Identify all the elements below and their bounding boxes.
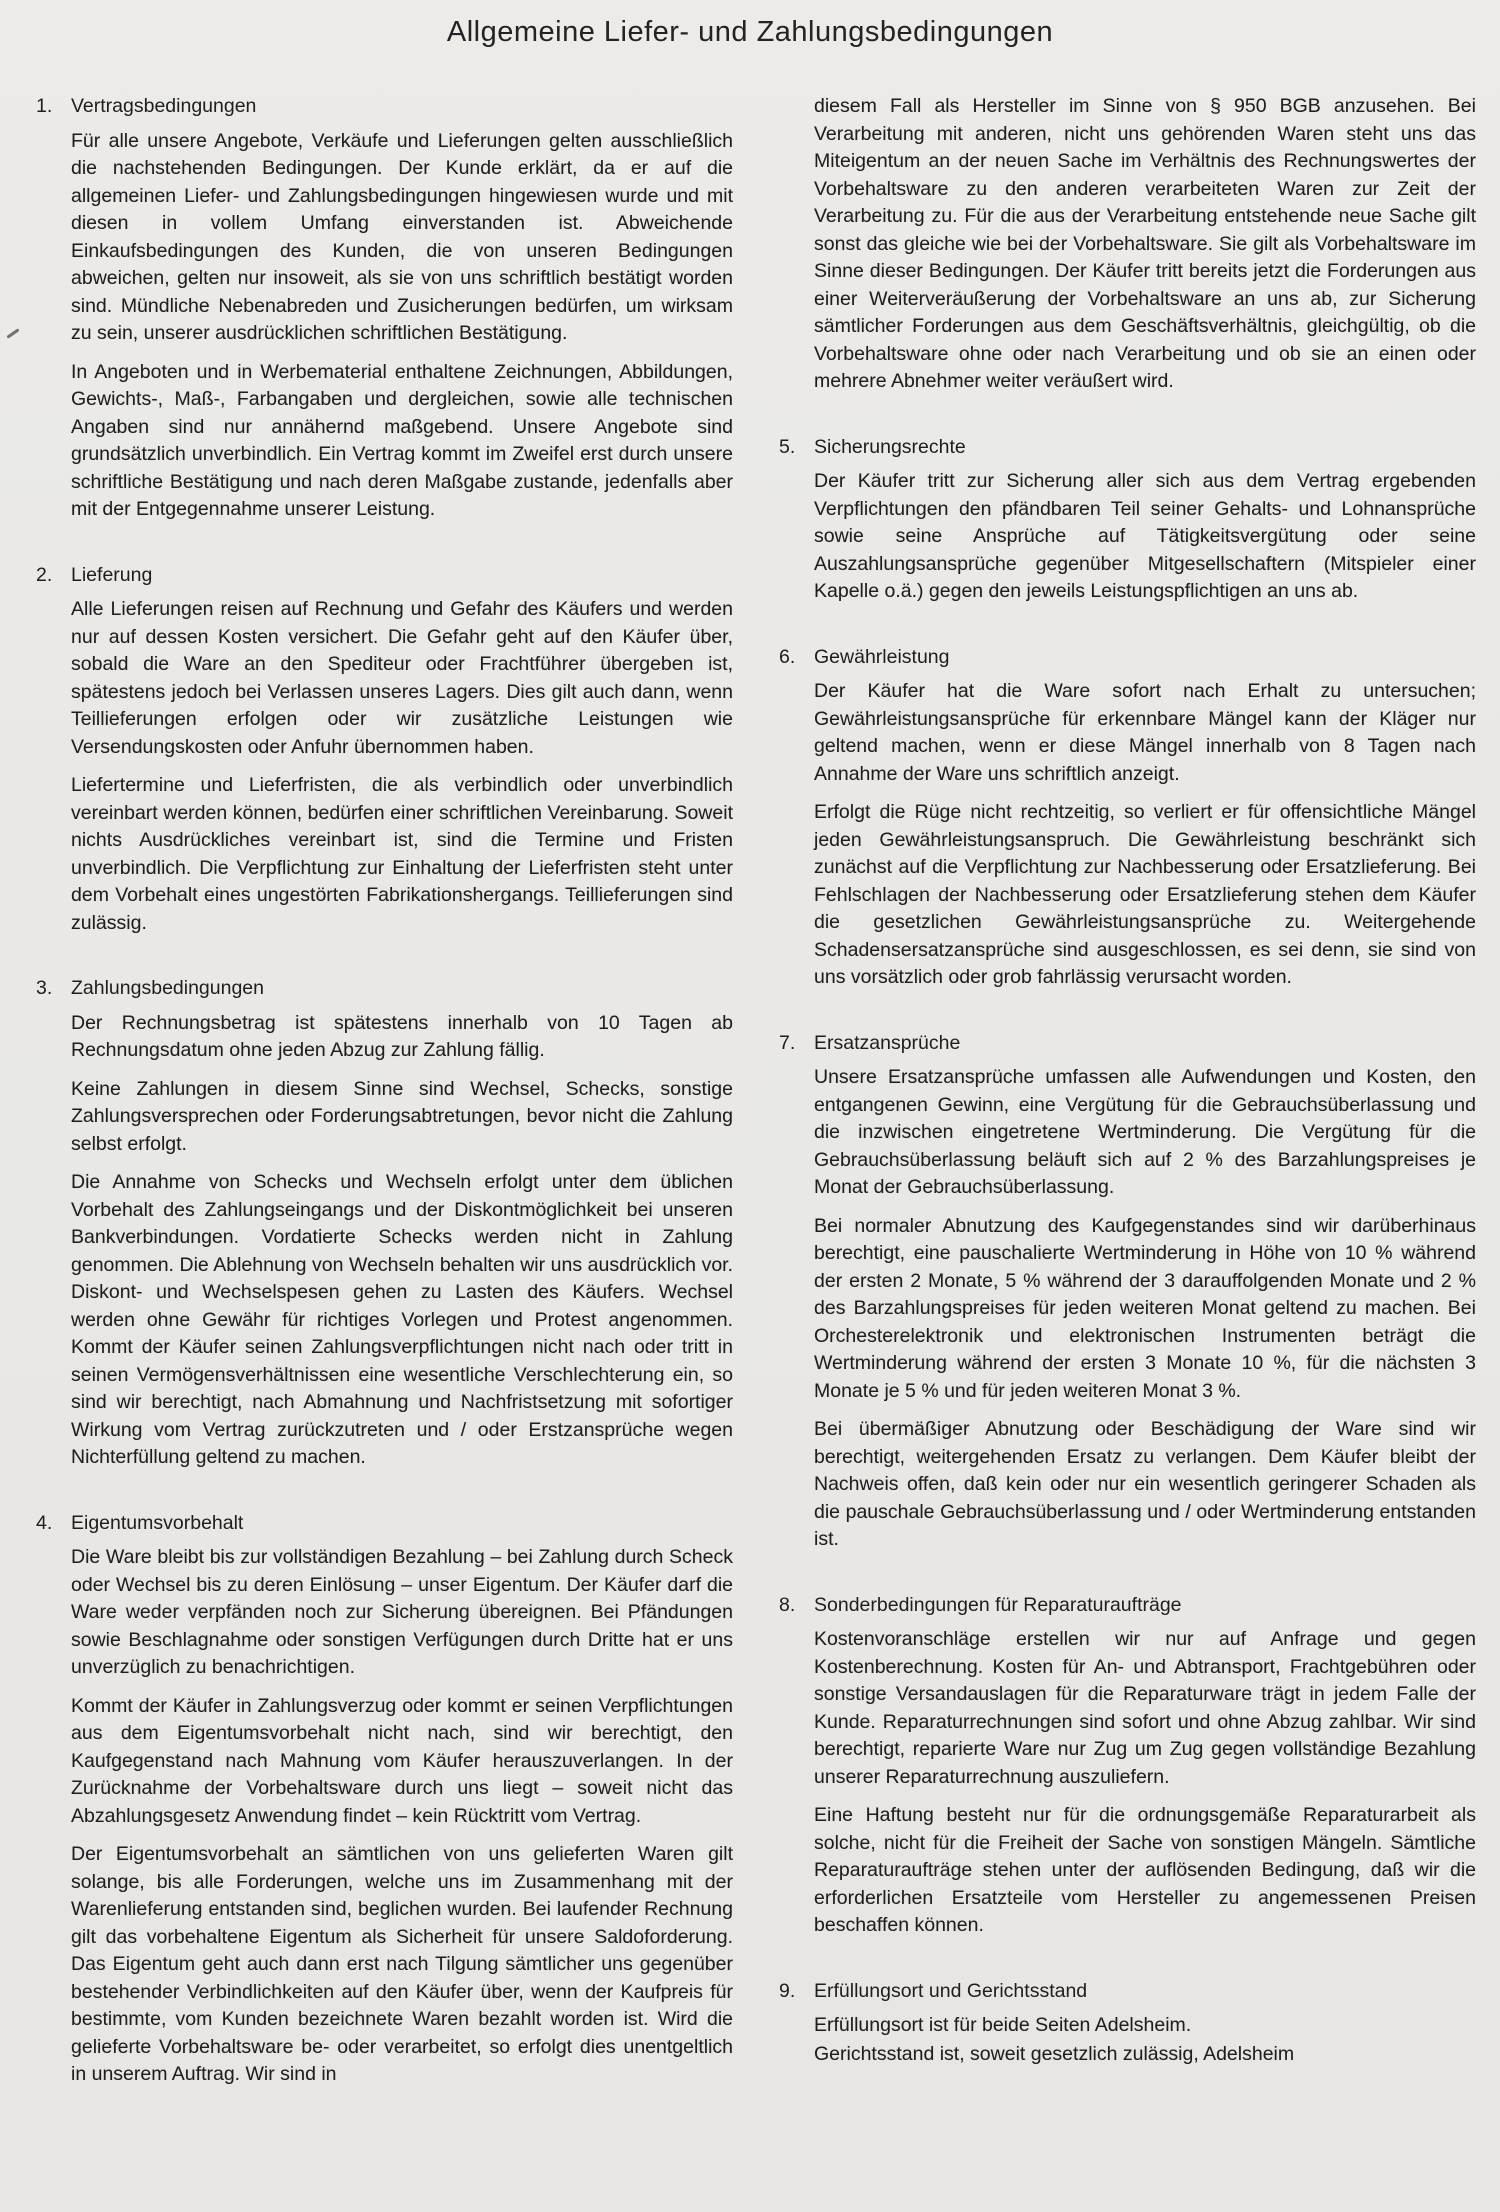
paragraph: Der Käufer hat die Ware sofort nach Erhalt zu untersuchen; Gewährleistungsansprüche für erkennbare Mängel kann der Kläger nur geltend machen, wenn er diese Mängel innerhalb von 8 Tagen nach Annahme der Ware uns schriftlich anzeigt. <box>814 680 1476 785</box>
section-number: 8. <box>779 1593 796 1616</box>
section-heading: Gewährleistung <box>814 645 950 668</box>
paragraph: Kommt der Käufer in Zahlungsverzug oder kommt er seinen Verpflichtungen aus dem Eigentumsvorbehalt nicht nach, sind wir berechtigt, den Kaufgegenstand nach Mahnung vom Käufer herauszuverlangen. In der Zurücknahme der Vorbehaltsware durch uns liegt – soweit nicht das Abzahlungsgesetz Anwendung findet – kein Rücktritt vom Vertrag. <box>71 1694 733 1827</box>
section-sonderbedingungen-reparaturauftraege <box>779 1592 1476 1940</box>
section-heading: Sicherungsrechte <box>814 435 966 458</box>
section-ersatzansprueche <box>779 1030 1476 1554</box>
paragraph: Eine Haftung besteht nur für die ordnungsgemäße Reparaturarbeit als solche, nicht für die Freiheit der Sache von sonstigen Mängeln. Sämtliche Reparaturaufträge stehen unter der auflösenden Bedingung, daß wir die erforderlichen Ersatzteile vom Hersteller zu angemessenen Preisen beschaffen können. <box>814 1804 1476 1936</box>
paragraph: Bei normaler Abnutzung des Kaufgegenstandes sind wir darüberhinaus berechtigt, eine pauschalierte Wertminderung in Höhe von 10 % während der ersten 2 Monate, 5 % während der 3 darauffolgenden Monate und 2 % des Barzahlungspreises für jeden weiteren Monat geltend zu machen. Bei Orchesterelektronik und elektronischen Instrumenten beträgt die Wertminderung während der ersten 3 Monate 10 %, für die nächsten 3 Monate je 5 % und für jeden weiteren Monat 3 %. <box>814 1214 1476 1402</box>
continuation-paragraph: diesem Fall als Hersteller im Sinne von § 950 BGB anzusehen. Bei Verarbeitung mit anderen, nicht uns gehörenden Waren steht uns das Miteigentum an der neuen Sache im Verhältnis des Rechnungswertes der Vorbehaltsware zu den anderen verarbeiteten Waren zur Zeit der Verarbeitung zu. Für die aus der Verarbeitung entstehende neue Sache gilt sonst das gleiche wie bei der Vorbehaltsware. Sie gilt als Vorbehaltsware im Sinne dieser Bedingungen. Der Käufer tritt bereits jetzt die Forderungen aus einer Weiterveräußerung der Vorbehaltsware an uns ab, zur Sicherung sämtlicher Forderungen aus dem Geschäftsverhältnis, gleichgültig, ob die Vorbehaltsware ohne oder nach Verarbeitung und ob sie an einen oder mehrere Abnehmer weiter veräußert wird. <box>814 95 1476 392</box>
section-number: 5. <box>779 435 796 458</box>
section-heading: Erfüllungsort und Gerichtsstand <box>814 1979 1088 2002</box>
section-number: 9. <box>779 1979 796 2002</box>
section-heading: Vertragsbedingungen <box>71 95 257 117</box>
section-number: 2. <box>36 563 53 586</box>
paragraph: Der Eigentumsvorbehalt an sämtlichen von uns gelieferten Waren gilt solange, bis alle Forderungen, welche uns im Zusammenhang mit der Warenlieferung entstanden sind, beglichen wurden. Bei laufender Rechnung gilt das vorbehaltene Eigentum als Sicherheit für unsere Saldoforderung. Das Eigentum geht auch dann erst nach Tilgung sämtlicher uns gegenüber bestehender Verbindlichkeiten auf den Käufer über, wenn der Kaufpreis für bestimmte, vom Kunden bezeichnete Waren bezahlt worden ist. Wird die gelieferte Vorbehaltsware be- oder verarbeitet, so erfolgt dies unentgeltlich in unserem Auftrag. Wir sind in <box>71 1843 733 2085</box>
section-vertragsbedingungen <box>36 93 733 524</box>
paragraph: Die Annahme von Schecks und Wechseln erfolgt unter dem üblichen Vorbehalt des Zahlungseingangs und der Diskontmöglichkeit bei unseren Bankverbindungen. Vordatierte Schecks werden nicht in Zahlung genommen. Die Ablehnung von Wechseln behalten wir uns ausdrücklich vor. Diskont- und Wechselspesen gehen zu Lasten des Käufers. Wechsel werden ohne Gewähr für richtiges Vorlegen und Protest angenommen. Kommt der Käufer seinen Zahlungsverpflichtungen nicht nach oder tritt in seinen Vermögensverhältnissen eine wesentliche Verschlechterung ein, so sind wir berechtigt, nach Abmahnung und Nachfristsetzung mit sofortiger Wirkung vom Vertrag zurückzutreten und / oder Erstzansprüche wegen Nichterfüllung geltend zu machen. <box>71 1171 733 1468</box>
paragraph: Erfolgt die Rüge nicht rechtzeitig, so verliert er für offensichtliche Mängel jeden Gewährleistungsanspruch. Die Gewährleistung beschränkt sich zunächst auf die Verpflichtung zur Nachbesserung oder Ersatzlieferung. Bei Fehlschlagen der Nachbesserung oder Ersatzlieferung stehen dem Käufer die gesetzlichen Gewährleistungsansprüche zu. Weitergehende Schadensersatzansprüche sind ausgeschlossen, es sei denn, sie sind von uns vorsätzlich oder grob fahrlässig verursacht worden. <box>814 801 1476 988</box>
section-number: 1. <box>36 95 53 117</box>
right-column <box>779 93 1476 2089</box>
paragraph: Der Rechnungsbetrag ist spätestens innerhalb von 10 Tagen ab Rechnungsdatum ohne jeden Abzug zur Zahlung fällig. <box>71 1011 733 1061</box>
section-sicherungsrechte <box>779 434 1476 606</box>
paragraph: Der Käufer tritt zur Sicherung aller sich aus dem Vertrag ergebenden Verpflichtungen den pfändbaren Teil seiner Gehalts- und Lohnansprüche sowie seine Ansprüche auf Tätigkeitsvergütung oder seine Auszahlungsansprüche gegenüber Mitgesellschaftern (Mitspieler einer Kapelle o.ä.) gegen den jeweils Leistungspflichtigen an uns ab. <box>814 470 1476 602</box>
section-heading: Ersatzansprüche <box>814 1031 961 1054</box>
document-title: Allgemeine Liefer- und Zahlungsbedingungen <box>446 16 1054 48</box>
paragraph: Für alle unsere Angebote, Verkäufe und Lieferungen gelten ausschließlich die nachstehenden Bedingungen. Der Kunde erklärt, da er auf die allgemeinen Liefer- und Zahlungsbedingungen hingewiesen wurde und mit diesen in vollem Umfang einverstanden ist. Abweichende Einkaufsbedingungen des Kunden, die von unseren Bedingungen abweichen, gelten nur insoweit, als sie von uns schriftlich bestätigt worden sind. Mündliche Nebenabreden und Zusicherungen bedürfen, um wirksam zu sein, unserer ausdrücklichen schriftlichen Bestätigung. <box>71 129 733 344</box>
left-column <box>36 93 733 2089</box>
section-heading: Sonderbedingungen für Reparaturaufträge <box>814 1593 1182 1616</box>
paragraph: Unsere Ersatzansprüche umfassen alle Aufwendungen und Kosten, den entgangenen Gewinn, eine Vergütung für die Gebrauchsüberlassung und die inzwischen eingetretene Wertminderung. Die Vergütung für die Gebrauchsüberlassung beläuft sich auf 2 % des Barzahlungspreises je Monat der Gebrauchsüberlassung. <box>814 1066 1476 1198</box>
section-number: 4. <box>36 1511 53 1534</box>
section-erfuellungsort-gerichtsstand <box>779 1978 1476 2069</box>
paragraph: Keine Zahlungen in diesem Sinne sind Wechsel, Schecks, sonstige Zahlungsversprechen oder Forderungsabtretungen, bevor nicht die Zahlung selbst erfolgt. <box>71 1077 733 1155</box>
section-zahlungsbedingungen <box>36 975 733 1472</box>
paragraph: Die Ware bleibt bis zur vollständigen Bezahlung – bei Zahlung durch Scheck oder Wechsel bis zu deren Einlösung – unser Eigentum. Der Käufer darf die Ware weder verpfänden noch zur Sicherung übereignen. Bei Pfändungen sowie Beschlagnahme oder sonstigen Verfügungen durch Dritte hat er uns unverzüglich zu benachrichtigen. <box>71 1546 733 1678</box>
paragraph: Liefertermine und Lieferfristen, die als verbindlich oder unverbindlich vereinbart werden können, bedürfen einer schriftlichen Vereinbarung. Soweit nichts Ausdrückliches vereinbart ist, sind die Termine und Fristen unverbindlich. Die Verpflichtung zur Einhaltung der Lieferfristen steht unter dem Vorbehalt eines ungestörten Fabrikationshergangs. Teillieferungen sind zulässig. <box>71 774 733 934</box>
section-eigentumsvorbehalt <box>36 1510 733 2089</box>
paragraph: Erfüllungsort ist für beide Seiten Adelsheim. <box>814 2014 1192 2036</box>
section-number: 7. <box>779 1031 796 1054</box>
section-heading: Lieferung <box>71 563 153 586</box>
paragraph: Gerichtsstand ist, soweit gesetzlich zulässig, Adelsheim <box>814 2042 1295 2065</box>
paragraph: In Angeboten und in Werbematerial enthaltene Zeichnungen, Abbildungen, Gewichts-, Maß-, Farbangaben und dergleichen, sowie alle technischen Angaben sind nur annähernd maßgebend. Unsere Angebote sind grundsätzlich unverbindlich. Ein Vertrag kommt im Zweifel erst durch unsere schriftliche Bestätigung und nach deren Maßgabe zustande, jedenfalls aber mit der Entgegennahme unserer Leistung. <box>71 360 733 520</box>
two-column-layout <box>0 49 1500 2089</box>
section-heading: Zahlungsbedingungen <box>71 977 265 999</box>
paragraph: Bei übermäßiger Abnutzung oder Beschädigung der Ware sind wir berechtigt, weitergehenden Ersatz zu verlangen. Dem Käufer bleibt der Nachweis offen, daß kein oder nur ein wesentlich geringerer Schaden als die pauschale Gebrauchsüberlassung und / oder Wertminderung entstanden ist. <box>814 1418 1476 1550</box>
section-lieferung <box>36 562 733 938</box>
section-heading: Eigentumsvorbehalt <box>71 1511 244 1534</box>
paragraph: Kostenvoranschläge erstellen wir nur auf Anfrage und gegen Kostenberechnung. Kosten für An- und Abtransport, Frachtgebühren oder sonstige Versandauslagen für die Reparaturware trägt in jedem Falle der Kunde. Reparaturrechnungen sind sofort und ohne Abzug zahlbar. Wir sind berechtigt, reparierte Ware nur Zug um Zug gegen vollständige Bezahlung unserer Reparaturrechnung auszuliefern. <box>814 1628 1476 1788</box>
section-number: 6. <box>779 645 796 668</box>
section-gewaehrleistung <box>779 644 1476 992</box>
section-number: 3. <box>36 977 53 999</box>
paragraph: Alle Lieferungen reisen auf Rechnung und Gefahr des Käufers und werden nur auf dessen Kosten versichert. Die Gefahr geht auf den Käufer über, sobald die Ware an den Spediteur oder Frachtführer übergeben ist, spätestens jedoch bei Verlassen unseres Lagers. Dies gilt auch dann, wenn Teillieferungen erfolgen oder wir zusätzliche Leistungen wie Versendungskosten oder Anfuhr übernommen haben. <box>71 598 733 758</box>
